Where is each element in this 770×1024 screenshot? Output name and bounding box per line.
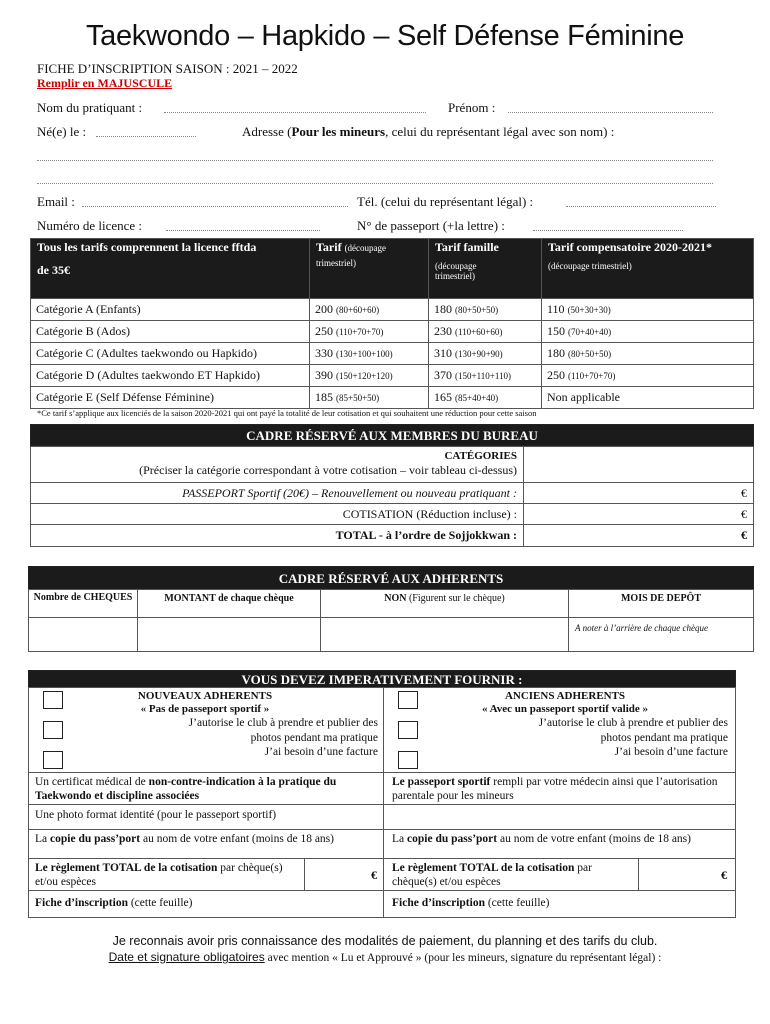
prenom-label: Prénom : bbox=[448, 100, 496, 115]
photo-item: Une photo format identité (pour le passeport sportif) bbox=[28, 804, 384, 830]
tarifs-row bbox=[31, 321, 754, 343]
bureau-header: CADRE RÉSERVÉ AUX MEMBRES DU BUREAU bbox=[30, 424, 754, 446]
adresse-label: Adresse (Pour les mineurs, celui du représentant légal avec son nom) : bbox=[242, 124, 615, 139]
adherents-mois-input[interactable]: A noter à l’arrière de chaque chèque bbox=[568, 617, 754, 652]
bureau-cotisation-label: COTISATION (Réduction incluse) : bbox=[30, 503, 524, 525]
reglement-input-anciens[interactable]: € bbox=[638, 858, 736, 891]
adherents-col-mois: MOIS DE DEPÔT bbox=[568, 589, 754, 618]
nouveaux-autorise-checkbox[interactable] bbox=[43, 721, 63, 739]
adherents-col-montant: MONTANT de chaque chèque bbox=[137, 589, 321, 618]
tarifs-price-cell: 180 (80+50+50) bbox=[542, 343, 754, 365]
tarifs-price-cell: Non applicable bbox=[542, 387, 754, 409]
bureau-cotisation-input[interactable]: € bbox=[523, 503, 754, 525]
tarifs-header-col1: Tous les tarifs comprennent la licence fftda de 35€ bbox=[31, 239, 310, 299]
passeport-label: N° de passeport (+la lettre) : bbox=[357, 218, 505, 233]
nom-label: Nom du pratiquant : bbox=[37, 100, 143, 115]
tarifs-price-cell: 185 (85+50+50) bbox=[310, 387, 429, 409]
bureau-categories-input[interactable] bbox=[523, 446, 754, 483]
tarifs-table bbox=[30, 238, 754, 409]
tarifs-price-cell: 180 (80+50+50) bbox=[429, 299, 542, 321]
copie-passport-item-nouveaux: La copie du pass’port au nom de votre enfant (moins de 18 ans) bbox=[28, 829, 384, 859]
bureau-categories-label: CATÉGORIES (Préciser la catégorie correspondant à votre cotisation – voir tableau ci-dessus) bbox=[30, 446, 524, 483]
adherents-col-nombre: Nombre de CHEQUES bbox=[28, 589, 138, 618]
reglement-item-nouveaux: Le règlement TOTAL de la cotisation par chèque(s) et/ou espèces bbox=[28, 858, 305, 891]
form-subtitle: FICHE D’INSCRIPTION SAISON : 2021 – 2022 bbox=[37, 61, 298, 76]
copie-passport-item-anciens: La copie du pass’port au nom de votre enfant (moins de 18 ans) bbox=[383, 829, 736, 859]
fiche-item-nouveaux: Fiche d’inscription (cette feuille) bbox=[28, 890, 384, 918]
email-label: Email : bbox=[37, 194, 75, 209]
tarifs-price-cell: 200 (80+60+60) bbox=[310, 299, 429, 321]
tarifs-header-col2: Tarif (découpage trimestriel) bbox=[310, 239, 429, 299]
nouveaux-title: NOUVEAUX ADHERENTS bbox=[137, 690, 273, 702]
ne-le-input-line[interactable] bbox=[96, 136, 196, 137]
nouveaux-facture-checkbox[interactable] bbox=[43, 751, 63, 769]
tarifs-header-col4: Tarif compensatoire 2020-2021* (découpage trimestriel) bbox=[542, 239, 754, 299]
nom-input-line[interactable] bbox=[164, 112, 426, 113]
fiche-item-anciens: Fiche d’inscription (cette feuille) bbox=[383, 890, 736, 918]
adherents-col-nom: NON (Figurent sur le chèque) bbox=[320, 589, 569, 618]
tarifs-category-cell: Catégorie D (Adultes taekwondo ET Hapkido) bbox=[31, 365, 310, 387]
tarifs-price-cell: 390 (150+120+120) bbox=[310, 365, 429, 387]
passeport-input-line[interactable] bbox=[533, 230, 683, 231]
anciens-autorise-checkbox[interactable] bbox=[398, 721, 418, 739]
adresse-line-1[interactable] bbox=[37, 160, 713, 161]
tarifs-price-cell: 370 (150+110+110) bbox=[429, 365, 542, 387]
reglement-input-nouveaux[interactable]: € bbox=[304, 858, 384, 891]
photo-item-empty bbox=[383, 804, 736, 830]
majuscule-note: Remplir en MAJUSCULE bbox=[37, 76, 173, 90]
anciens-title: ANCIENS ADHERENTS bbox=[504, 690, 626, 702]
tarifs-price-cell: 250 (110+70+70) bbox=[310, 321, 429, 343]
email-input-line[interactable] bbox=[82, 206, 348, 207]
tarifs-header-col3: Tarif famille (découpage trimestriel) bbox=[429, 239, 542, 299]
nouveaux-sub: « Pas de passeport sportif » bbox=[140, 703, 270, 715]
tarifs-category-cell: Catégorie B (Ados) bbox=[31, 321, 310, 343]
tarifs-price-cell: 110 (50+30+30) bbox=[542, 299, 754, 321]
bureau-passeport-label: PASSEPORT Sportif (20€) – Renouvellement ou nouveau pratiquant : bbox=[30, 482, 524, 504]
tarifs-price-cell: 150 (70+40+40) bbox=[542, 321, 754, 343]
licence-input-line[interactable] bbox=[166, 230, 320, 231]
bureau-total-label: TOTAL - à l’ordre de Sojjokkwan : bbox=[30, 524, 524, 547]
tarifs-row bbox=[31, 387, 754, 409]
adherents-header: CADRE RÉSERVÉ AUX ADHERENTS bbox=[28, 566, 754, 590]
adherents-nombre-input[interactable] bbox=[28, 617, 138, 652]
page-title: Taekwondo – Hapkido – Self Défense Féminine bbox=[85, 20, 685, 52]
tarifs-price-cell: 230 (110+60+60) bbox=[429, 321, 542, 343]
bureau-passeport-input[interactable]: € bbox=[523, 482, 754, 504]
tarifs-category-cell: Catégorie A (Enfants) bbox=[31, 299, 310, 321]
anciens-facture-checkbox[interactable] bbox=[398, 751, 418, 769]
footer-signature-note: Date et signature obligatoires avec mention « Lu et Approuvé » (pour les mineurs, signature du représentant légal) : bbox=[108, 950, 662, 964]
tarifs-price-cell: 250 (110+70+70) bbox=[542, 365, 754, 387]
tarifs-row bbox=[31, 343, 754, 365]
nouveaux-autorise-label: J’autorise le club à prendre et publier des photos pendant ma pratique bbox=[188, 717, 378, 744]
anciens-sub: « Avec un passeport sportif valide » bbox=[481, 703, 649, 715]
tarifs-price-cell: 165 (85+40+40) bbox=[429, 387, 542, 409]
tarifs-price-cell: 330 (130+100+100) bbox=[310, 343, 429, 365]
tarifs-category-cell: Catégorie E (Self Défense Féminine) bbox=[31, 387, 310, 409]
nouveaux-checkbox[interactable] bbox=[43, 691, 63, 709]
certificat-medical-item: Un certificat médical de non-contre-indication à la pratique du Taekwondo et discipline associées bbox=[28, 772, 384, 805]
tarifs-price-cell: 310 (130+90+90) bbox=[429, 343, 542, 365]
tarifs-category-cell: Catégorie C (Adultes taekwondo ou Hapkido) bbox=[31, 343, 310, 365]
ne-le-label: Né(e) le : bbox=[37, 124, 87, 139]
prenom-input-line[interactable] bbox=[508, 112, 713, 113]
reglement-item-anciens: Le règlement TOTAL de la cotisation par chèque(s) et/ou espèces bbox=[383, 858, 639, 891]
fournir-header: VOUS DEVEZ IMPERATIVEMENT FOURNIR : bbox=[28, 670, 736, 688]
anciens-autorise-label: J’autorise le club à prendre et publier des photos pendant ma pratique bbox=[538, 717, 728, 744]
nouveaux-facture-label: J’ai besoin d’une facture bbox=[264, 746, 378, 758]
licence-label: Numéro de licence : bbox=[37, 218, 143, 233]
anciens-checkbox[interactable] bbox=[398, 691, 418, 709]
tarifs-row bbox=[31, 299, 754, 321]
tel-label: Tél. (celui du représentant légal) : bbox=[357, 194, 534, 209]
tarifs-header-row bbox=[31, 239, 754, 299]
passeport-sportif-item: Le passeport sportif rempli par votre médecin ainsi que l’autorisation parentale pour les mineurs bbox=[383, 772, 736, 805]
adherents-montant-input[interactable] bbox=[137, 617, 321, 652]
tarifs-row bbox=[31, 365, 754, 387]
footer-acknowledgement: Je reconnais avoir pris connaissance des modalités de paiement, du planning et des tarifs du club. bbox=[112, 934, 658, 948]
tel-input-line[interactable] bbox=[566, 206, 716, 207]
bureau-total-input[interactable]: € bbox=[523, 524, 754, 547]
adherents-nom-input[interactable] bbox=[320, 617, 569, 652]
tarifs-footnote: *Ce tarif s’applique aux licenciés de la saison 2020-2021 qui ont payé la totalité de leur cotisation et qui souhaitent une réduction pour cette saison bbox=[37, 408, 537, 418]
anciens-facture-label: J’ai besoin d’une facture bbox=[614, 746, 728, 758]
adresse-line-2[interactable] bbox=[37, 183, 713, 184]
